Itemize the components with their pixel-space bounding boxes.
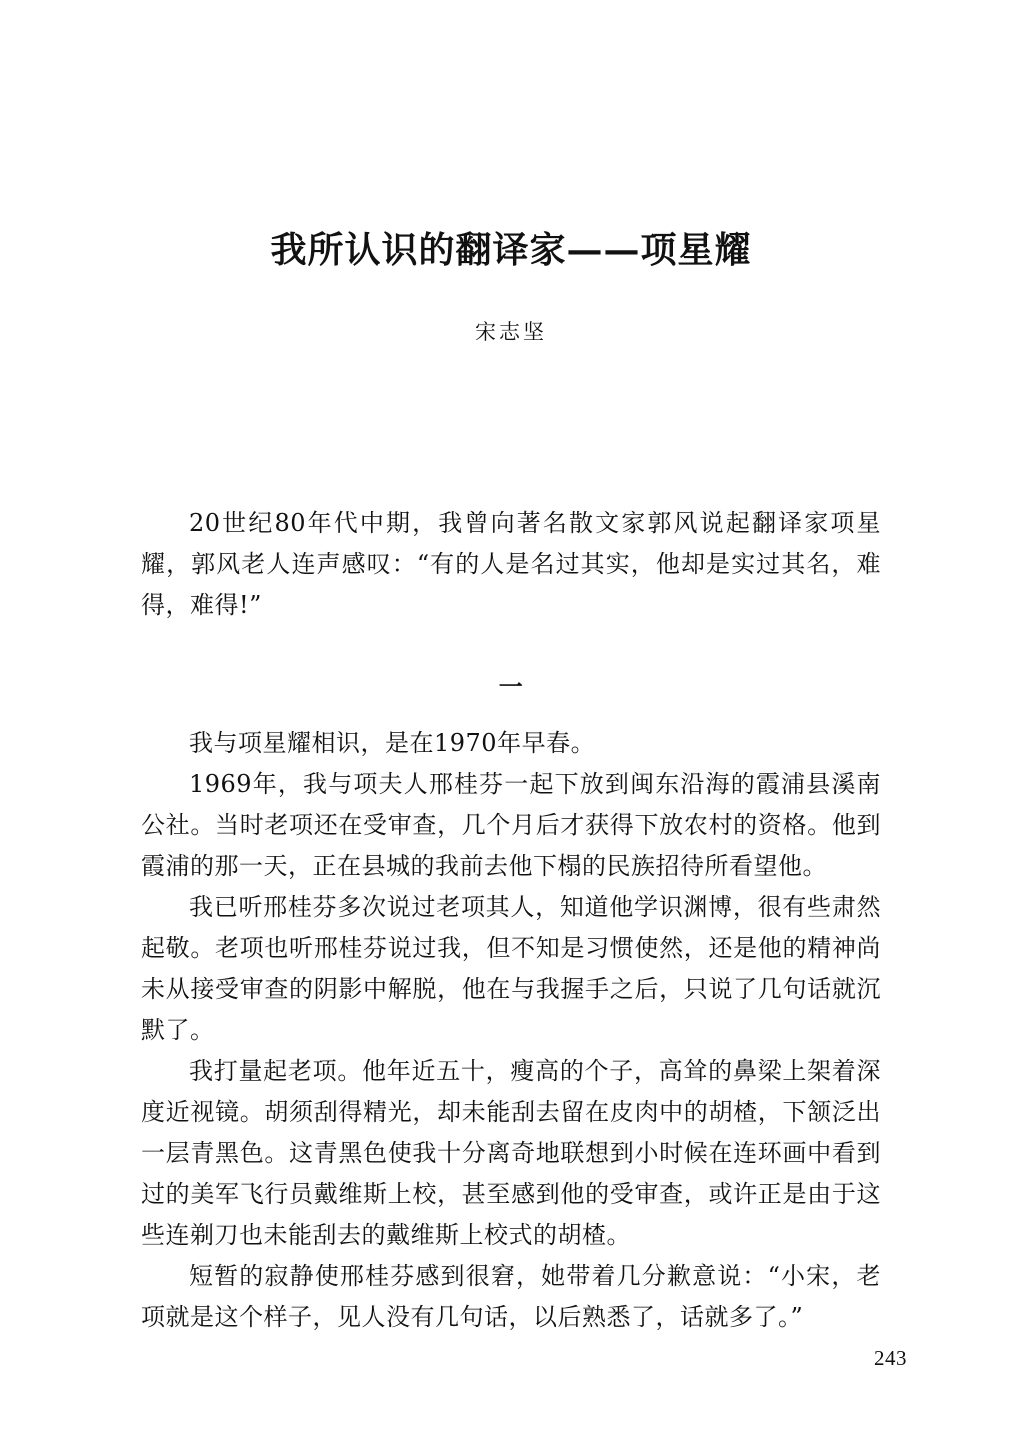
body-paragraph: 短暂的寂静使邢桂芬感到很窘，她带着几分歉意说：“小宋，老项就是这个样子，见人没有几句话，以后熟悉了，话就多了。” — [141, 1262, 881, 1331]
page-number: 243 — [874, 1346, 907, 1370]
body-paragraph: 1969年，我与项夫人邢桂芬一起下放到闽东沿海的霞浦县溪南公社。当时老项还在受审查，几个月后才获得下放农村的资格。他到霞浦的那一天，正在县城的我前去他下榻的民族招待所看望他。 — [141, 770, 881, 880]
body-paragraph: 我已听邢桂芬多次说过老项其人，知道他学识渊博，很有些肃然起敬。老项也听邢桂芬说过我，但不知是习惯使然，还是他的精神尚未从接受审查的阴影中解脱，他在与我握手之后，只说了几句话就沉默了。 — [141, 893, 881, 1044]
article-body — [141, 503, 881, 1338]
intro-paragraph: 20世纪80年代中期，我曾向著名散文家郭风说起翻译家项星耀，郭风老人连声感叹：“有的人是名过其实，他却是实过其名，难得，难得!” — [141, 509, 881, 619]
body-paragraph: 我与项星耀相识，是在1970年早春。 — [189, 729, 596, 757]
article-author: 宋志坚 — [475, 320, 547, 344]
body-paragraph: 我打量起老项。他年近五十，瘦高的个子，高耸的鼻梁上架着深度近视镜。胡须刮得精光，却未能刮去留在皮肉中的胡楂，下颔泛出一层青黑色。这青黑色使我十分离奇地联想到小时候在连环画中看到过的美军飞行员戴维斯上校，甚至感到他的受审查，或许正是由于这些连剃刀也未能刮去的戴维斯上校式的胡楂。 — [141, 1057, 881, 1249]
article-title: 我所认识的翻译家——项星耀 — [270, 229, 752, 271]
section-number: 一 — [498, 672, 524, 701]
